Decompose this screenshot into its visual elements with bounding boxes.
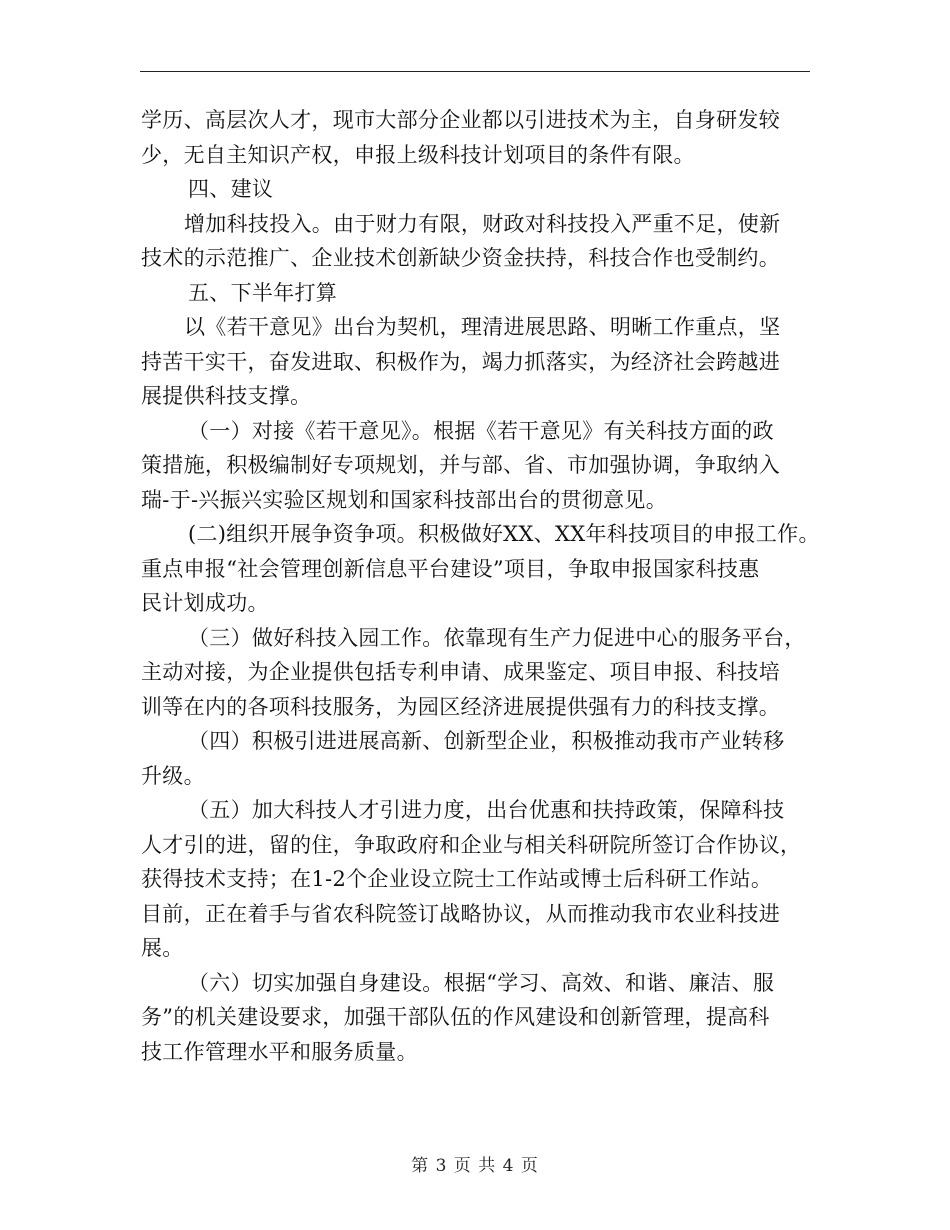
text-line: （三）做好科技入园工作。依靠现有生产力促进中心的服务平台， <box>188 625 806 650</box>
text-line: 展提供科技支撑。 <box>141 384 312 408</box>
text-line: 学历、高层次人才，现市大部分企业都以引进技术为主，自身研发较 <box>141 108 780 132</box>
section-heading-suggestions: 四、建议 <box>188 177 274 201</box>
text-line: 人才引的进，留的住，争取政府和企业与相关科研院所签订合作协议， <box>141 832 802 857</box>
text-line: （四）积极引进进展高新、创新型企业，积极推动我市产业转移 <box>188 729 785 753</box>
text-line: 训等在内的各项科技服务，为园区经济进展提供强有力的科技支撑。 <box>141 694 780 719</box>
text-line: 升级。 <box>141 763 205 788</box>
text-line: 技工作管理水平和服务质量。 <box>141 1039 418 1064</box>
page-number-footer: 第 3 页 共 4 页 <box>411 1156 539 1176</box>
header-divider <box>140 71 810 72</box>
text-line: 获得技术支持；在1-2个企业设立院士工作站或博士后科研工作站。 <box>141 867 773 891</box>
text-line: 展。 <box>141 936 184 960</box>
text-line: 民计划成功。 <box>141 591 269 615</box>
text-line: 技术的示范推广、企业技术创新缺少资金扶持，科技合作也受制约。 <box>141 246 780 270</box>
text-line: 主动对接，为企业提供包括专利申请、成果鉴定、项目申报、科技培 <box>141 660 780 684</box>
document-body <box>141 103 820 1069</box>
text-line: (二)组织开展争资争项。积极做好XX、XX年科技项目的申报工作。 <box>188 522 820 546</box>
text-line: 目前，正在着手与省农科院签订战略协议，从而推动我市农业科技进 <box>141 901 780 926</box>
text-line: 少，无自主知识产权，申报上级科技计划项目的条件有限。 <box>141 142 695 167</box>
text-line: （一）对接《若干意见》。根据《若干意见》有关科技方面的政 <box>188 418 774 443</box>
text-line: 策措施，积极编制好专项规划，并与部、省、市加强协调，争取纳入 <box>141 453 780 477</box>
text-line: （五）加大科技人才引进力度，出台优惠和扶持政策，保障科技 <box>188 798 785 822</box>
section-heading-plan: 五、下半年打算 <box>188 280 338 305</box>
text-line: 务”的机关建设要求，加强干部队伍的作风建设和创新管理，提高科 <box>141 1005 770 1029</box>
text-line: 瑞-于-兴振兴实验区规划和国家科技部出台的贯彻意见。 <box>141 487 667 512</box>
text-line: 持苦干实干，奋发进取、积极作为，竭力抓落实，为经济社会跨越进 <box>141 349 780 374</box>
text-line: 增加科技投入。由于财力有限，财政对科技投入严重不足，使新 <box>184 211 781 236</box>
text-line: 重点申报“社会管理创新信息平台建设”项目，争取申报国家科技惠 <box>141 556 760 581</box>
text-line: 以《若干意见》出台为契机，理清进展思路、明晰工作重点，坚 <box>184 315 781 339</box>
text-line: （六）切实加强自身建设。根据“学习、高效、和谐、廉洁、服 <box>188 970 775 995</box>
